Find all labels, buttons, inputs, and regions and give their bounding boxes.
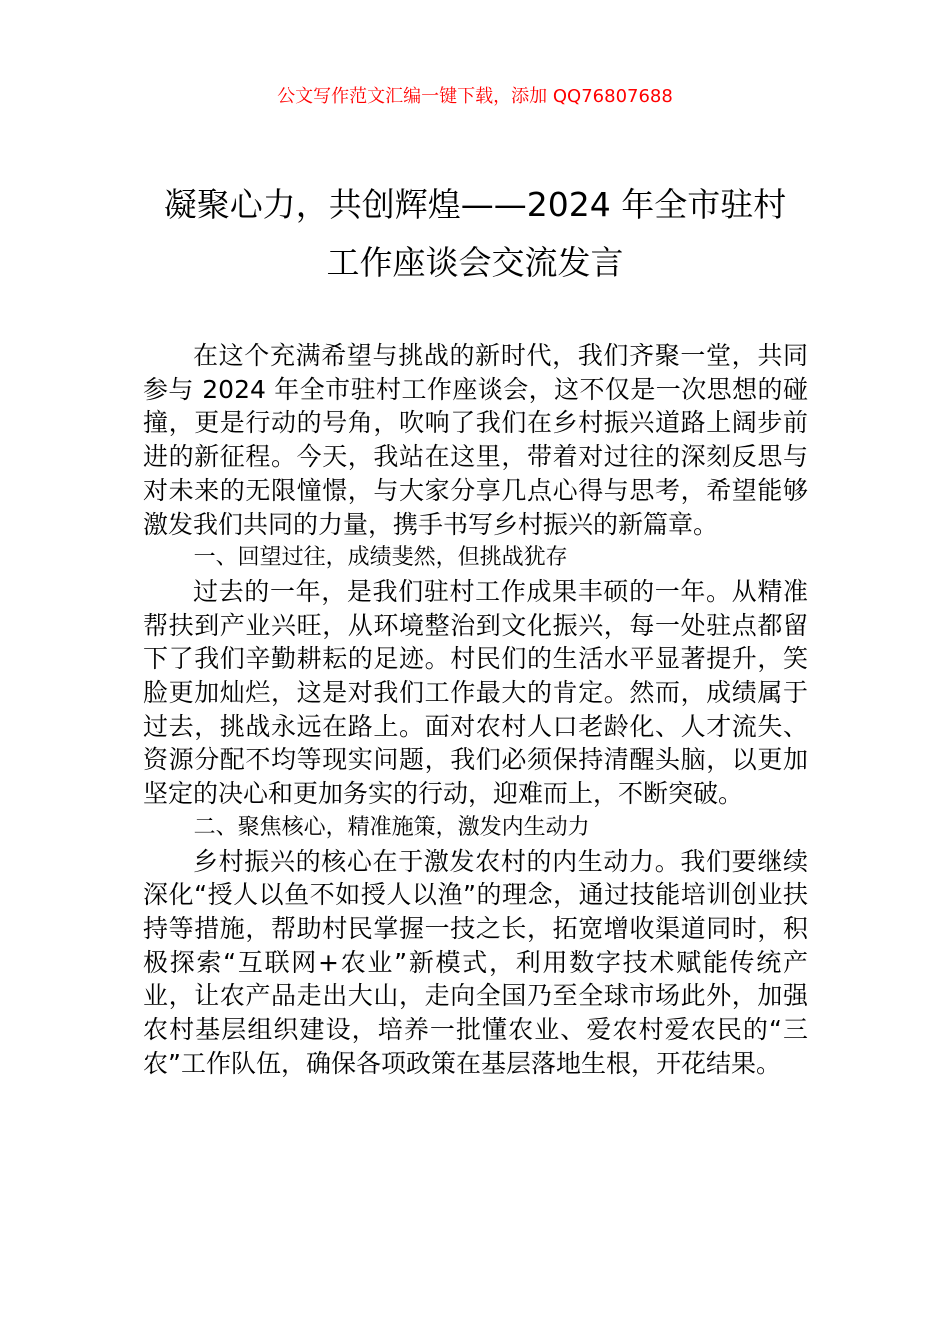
intro-paragraph: 在这个充满希望与挑战的新时代，我们齐聚一堂，共同参与 2024 年全市驻村工作座谈会，这不仅是一次思想的碰撞，更是行动的号角，吹响了我们在乡村振兴道路上阔步前进的新征程。今天，我站在这里，带着对过往的深刻反思与对未来的无限憧憬，与大家分享几点心得与思考，希望能够激发我们共同的力量，携手书写乡村振兴的新篇章。 bbox=[143, 341, 808, 539]
section-2-heading: 二、聚焦核心，精准施策，激发内生动力 bbox=[193, 814, 590, 840]
section-1-paragraph: 过去的一年，是我们驻村工作成果丰硕的一年。从精准帮扶到产业兴旺，从环境整治到文化振兴，每一处驻点都留下了我们辛勤耕耘的足迹。村民们的生活水平显著提升，笑脸更加灿烂，这是对我们工作最大的肯定。然而，成绩属于过去，挑战永远在路上。面对农村人口老龄化、人才流失、资源分配不均等现实问题，我们必须保持清醒头脑，以更加坚定的决心和更加务实的行动，迎难而上，不断突破。 bbox=[143, 576, 808, 809]
title-line-1: 凝聚心力，共创辉煌——2024 年全市驻村 bbox=[163, 185, 787, 224]
section-1-heading: 一、回望过往，成绩斐然，但挑战犹存 bbox=[193, 545, 568, 571]
section-2-paragraph: 乡村振兴的核心在于激发农村的内生动力。我们要继续深化“授人以鱼不如授人以渔”的理念，通过技能培训创业扶持等措施，帮助村民掌握一技之长，拓宽增收渠道同时，积极探索“互联网+农业”新模式，利用数字技术赋能传统产业，让农产品走出大山，走向全国乃至全球市场此外，加强农村基层组织建设，培养一批懂农业、爱农村爱农民的“三农”工作队伍，确保各项政策在基层落地生根，开花结果。 bbox=[143, 846, 808, 1078]
document-title bbox=[100, 176, 850, 292]
title-line-2: 工作座谈会交流发言 bbox=[326, 243, 624, 282]
download-notice: 公文写作范文汇编一键下载，添加 QQ76807688 bbox=[277, 86, 673, 107]
document-body bbox=[143, 339, 808, 1080]
